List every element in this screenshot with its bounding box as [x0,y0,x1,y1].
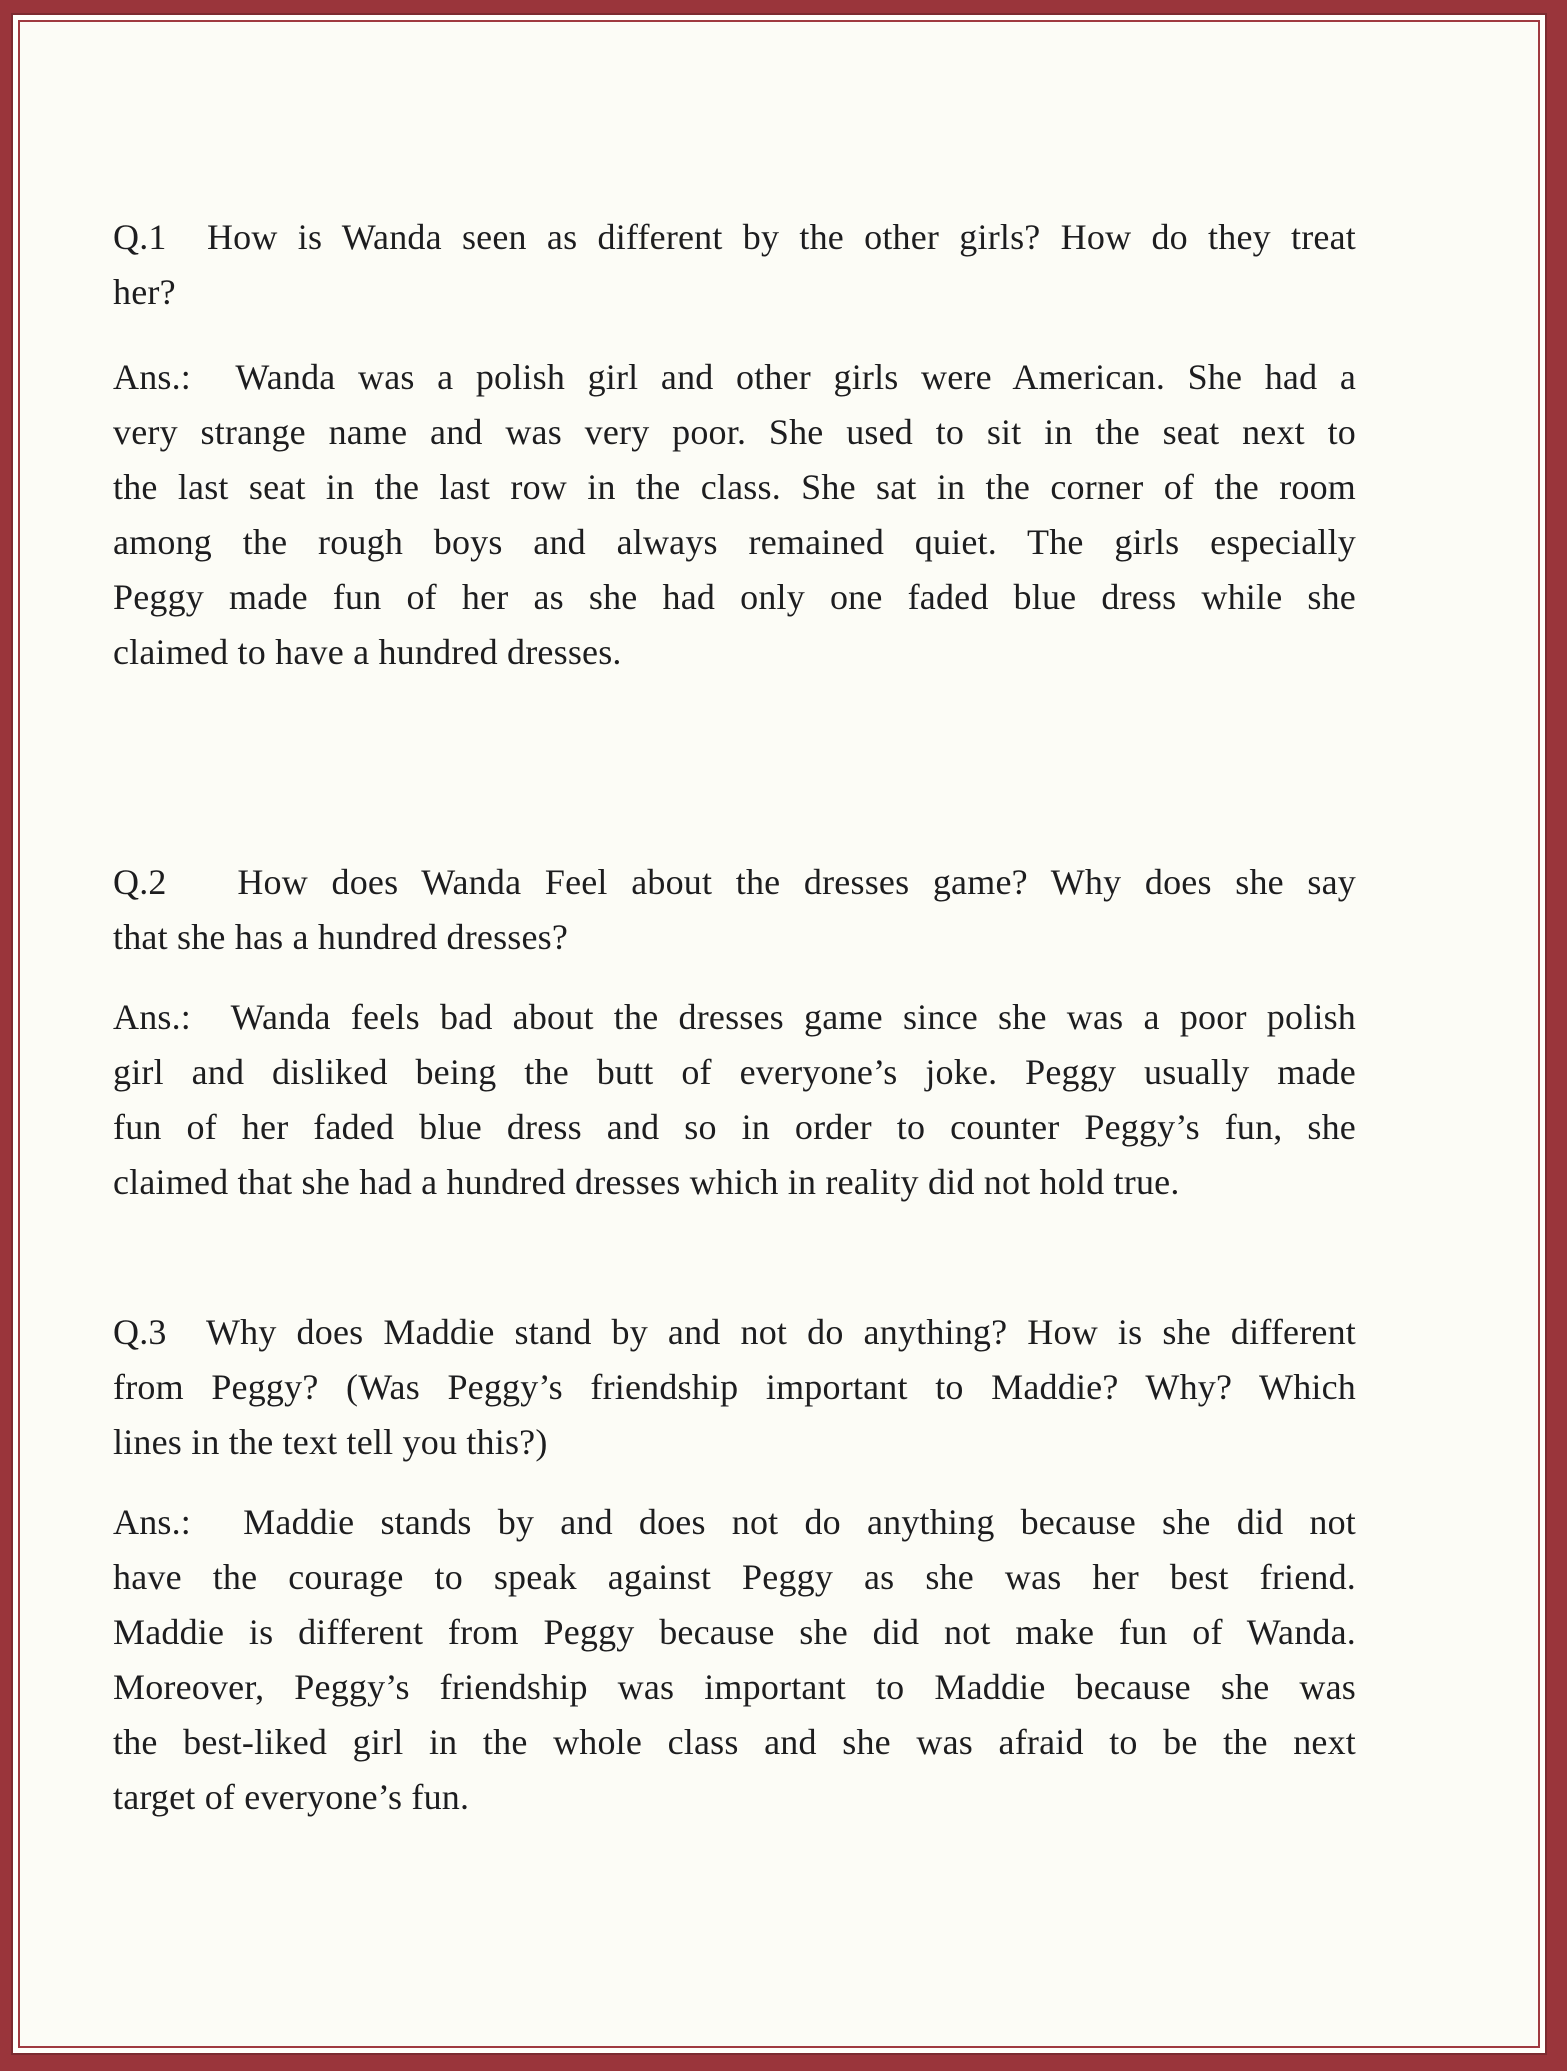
answer-3 [113,1495,1356,1825]
text-line: among the rough boys and always remained quiet. The girls especially [113,522,1356,562]
text-line: girl and disliked being the butt of everyone’s joke. Peggy usually made [113,1052,1356,1092]
text-line: the best-liked girl in the whole class and she was afraid to be the next [113,1722,1356,1762]
text-line: Q.3 Why does Maddie stand by and not do anything? How is she different [113,1312,1356,1352]
question-1 [113,210,1356,320]
text-line: Ans.: Wanda was a polish girl and other girls were American. She had a [113,357,1356,397]
text-line: Ans.: Maddie stands by and does not do anything because she did not [113,1502,1356,1542]
text-line: target of everyone’s fun. [113,1777,470,1817]
text-line: the last seat in the last row in the class. She sat in the corner of the room [113,467,1356,507]
text-line: very strange name and was very poor. She used to sit in the seat next to [113,412,1356,452]
answer-2 [113,990,1356,1210]
text-line: from Peggy? (Was Peggy’s friendship important to Maddie? Why? Which [113,1367,1356,1407]
question-2 [113,855,1356,965]
text-line: lines in the text tell you this?) [113,1422,548,1462]
text-line: fun of her faded blue dress and so in order to counter Peggy’s fun, she [113,1107,1356,1147]
page-frame-inner-line [18,20,1540,2048]
page-frame-gap [11,13,1547,2055]
document-body [20,210,1538,2048]
text-line: that she has a hundred dresses? [113,917,569,957]
text-line: Ans.: Wanda feels bad about the dresses game since she was a poor polish [113,997,1356,1037]
text-line: have the courage to speak against Peggy as she was her best friend. [113,1557,1356,1597]
text-line: Peggy made fun of her as she had only one faded blue dress while she [113,577,1356,617]
answer-1 [113,350,1356,680]
question-3 [113,1305,1356,1470]
text-line: Moreover, Peggy’s friendship was important to Maddie because she was [113,1667,1356,1707]
text-line: Q.2 How does Wanda Feel about the dresses game? Why does she say [113,862,1356,902]
text-line: Maddie is different from Peggy because she did not make fun of Wanda. [113,1612,1356,1652]
text-line: Q.1 How is Wanda seen as different by the other girls? How do they treat [113,217,1356,257]
text-line: her? [113,272,176,312]
text-line: claimed to have a hundred dresses. [113,632,622,672]
text-line: claimed that she had a hundred dresses which in reality did not hold true. [113,1162,1180,1202]
